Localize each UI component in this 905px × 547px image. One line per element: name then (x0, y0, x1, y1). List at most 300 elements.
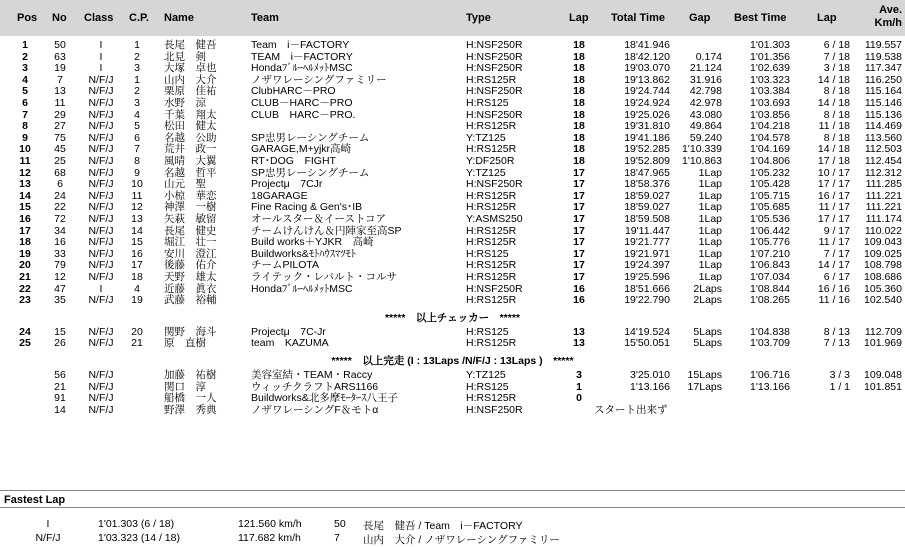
cell-best-time: 1'04.838 (750, 325, 790, 338)
cell-cp: 8 (134, 155, 140, 167)
header-best-lap: Lap (817, 12, 837, 24)
cell-best-lap: 3 / 18 (823, 62, 850, 75)
cell-no: 63 (54, 50, 66, 63)
cell-ave-speed: 112.454 (864, 155, 902, 167)
cell-pos: 11 (19, 155, 31, 167)
cell-gap: 17Laps (687, 380, 722, 393)
cell-best-lap: 3 / 3 (829, 369, 850, 381)
cell-no: 56 (54, 369, 66, 381)
cell-ave-speed: 111.221 (865, 201, 902, 214)
cell-cp: 11 (131, 189, 143, 202)
cell-class: N/F/J (88, 97, 114, 109)
cell-ave-speed: 115.146 (864, 97, 902, 109)
cell-gap: 1Lap (698, 224, 722, 237)
cell-best-lap: 17 / 17 (817, 178, 850, 191)
header-ave-line1: Ave. (879, 4, 902, 16)
cell-ave-speed: 111.221 (865, 189, 902, 202)
cell-best-lap: 7 / 13 (823, 337, 850, 350)
fl-speed: 117.682 km/h (238, 532, 301, 544)
cell-total-time: 18'41.946 (624, 39, 670, 51)
cell-cp: 1 (134, 73, 140, 86)
cell-ave-speed: 117.347 (864, 62, 902, 75)
cell-ave-speed: 108.686 (864, 271, 902, 283)
cell-team: Projectμ 7CJr (251, 178, 323, 191)
cell-type: Y:TZ125 (466, 369, 506, 381)
cell-best-time: 1'05.428 (750, 178, 790, 191)
cell-team: Buildworks&北多摩ﾓｰﾀｰｽ八王子 (251, 392, 399, 405)
cell-name: 山内 大介 (164, 73, 217, 86)
cell-gap: 1Lap (698, 271, 722, 283)
cell-cp: 17 (131, 259, 143, 272)
table-row (0, 98, 905, 110)
cell-name: 名越 哲平 (164, 166, 217, 179)
cell-team: CLUB HARC－PRO. (251, 108, 356, 121)
cell-lap: 3 (576, 369, 582, 381)
cell-no: 11 (54, 97, 66, 109)
cell-name: 武藤 裕輔 (164, 294, 217, 307)
cell-class: N/F/J (88, 247, 114, 260)
cell-cp: 9 (134, 166, 140, 179)
cell-gap: 1Lap (698, 189, 722, 202)
cell-best-lap: 7 / 18 (823, 50, 850, 63)
fl-time: 1'03.323 (14 / 18) (98, 532, 180, 544)
cell-total-time: 18'42.120 (624, 50, 670, 63)
cell-gap: 49.864 (689, 120, 722, 133)
cell-cp: 4 (134, 282, 140, 295)
cell-best-time: 1'07.210 (750, 247, 790, 260)
cell-class: N/F/J (88, 155, 114, 167)
cell-class: N/F/J (88, 236, 114, 249)
cell-ave-speed: 108.798 (864, 259, 902, 272)
cell-type: H:RS125R (466, 143, 517, 156)
cell-gap: 43.080 (689, 108, 722, 121)
cell-type: H:NSF250R (466, 39, 523, 51)
cell-team: チームけんけん＆円陣家至高SP (251, 224, 402, 237)
cell-name: 船橋 一人 (164, 392, 217, 405)
cell-no: 72 (54, 213, 66, 225)
cell-type: H:RS125 (466, 325, 509, 338)
cell-total-time: 18'58.376 (624, 178, 670, 191)
cell-total-time: 19'24.924 (624, 97, 670, 109)
cell-no: 79 (54, 259, 66, 272)
cell-lap: 18 (573, 62, 585, 75)
cell-team: SP忠男レーシングチーム (251, 131, 370, 144)
cell-cp: 7 (134, 143, 140, 156)
cell-best-time: 1'05.536 (750, 213, 790, 225)
cell-name: 関野 海斗 (164, 325, 217, 338)
cell-no: 24 (54, 189, 66, 202)
cell-type: H:RS125 (466, 380, 509, 393)
cell-name: 栗原 佳祐 (164, 85, 217, 98)
cell-name: 天野 雄太 (164, 271, 217, 283)
cell-total-time: 19'22.790 (624, 294, 670, 307)
cell-cp: 19 (131, 294, 143, 307)
cell-total-time: 19'24.744 (624, 85, 670, 98)
table-row (0, 370, 905, 382)
cell-gap: 59.240 (689, 131, 722, 144)
cell-gap: 15Laps (687, 369, 722, 381)
cell-gap: 42.978 (689, 97, 722, 109)
cell-best-lap: 11 / 18 (818, 120, 850, 133)
cell-team: ウィッチクラフトARS1166 (251, 380, 379, 393)
cell-best-time: 1'06.843 (750, 259, 790, 272)
cell-best-lap: 10 / 17 (817, 166, 850, 179)
cell-cp: 20 (131, 325, 143, 338)
cell-ave-speed: 101.851 (864, 380, 902, 393)
cell-cp: 13 (131, 213, 143, 225)
cell-total-time: 19'52.285 (624, 143, 670, 156)
cell-gap: 5Laps (693, 325, 722, 338)
cell-best-lap: 16 / 17 (817, 189, 850, 202)
cell-gap: 0.174 (695, 50, 722, 63)
cell-name: 後藤 佑介 (164, 259, 217, 272)
cell-ave-speed: 112.503 (864, 143, 902, 156)
cell-best-time: 1'04.169 (750, 143, 790, 156)
cell-name: 大塚 卓也 (164, 62, 217, 75)
cell-name: 関口 淳 (164, 380, 206, 393)
cell-pos: 20 (19, 259, 31, 272)
cell-pos: 10 (19, 143, 31, 156)
cell-best-time: 1'03.856 (750, 108, 790, 121)
cell-no: 33 (54, 247, 66, 260)
cell-total-time: 18'51.666 (624, 282, 670, 295)
cell-class: N/F/J (88, 380, 114, 393)
cell-cp: 18 (131, 271, 143, 283)
header-ave (856, 4, 902, 30)
cell-cp: 1 (134, 39, 140, 51)
cell-name: 神澤 一樹 (164, 201, 217, 214)
cell-cp: 2 (134, 50, 140, 63)
fastest-lap-title: Fastest Lap (4, 494, 66, 506)
cell-no: 22 (54, 201, 66, 214)
cell-class: N/F/J (88, 201, 114, 214)
cell-best-lap: 6 / 17 (823, 271, 850, 283)
header-class: Class (84, 12, 114, 24)
cell-class: N/F/J (88, 337, 114, 350)
cell-type: H:RS125R (466, 73, 517, 86)
cell-name: 矢萩 敏留 (164, 213, 217, 225)
cell-type: Y:TZ125 (466, 166, 506, 179)
cell-best-time: 1'03.693 (750, 97, 790, 109)
cell-team: Projectμ 7C-Jr (251, 325, 326, 338)
cell-cp: 10 (131, 178, 143, 191)
cell-type: H:NSF250R (466, 403, 523, 416)
cell-ave-speed: 116.250 (864, 73, 902, 86)
cell-best-lap: 11 / 17 (818, 236, 850, 249)
cell-no: 27 (54, 120, 66, 133)
cell-best-lap: 11 / 17 (818, 201, 850, 214)
cell-lap: 18 (573, 143, 585, 156)
cell-type: H:RS125 (466, 247, 509, 260)
cell-lap: 17 (573, 259, 585, 272)
cell-lap: 17 (573, 271, 585, 283)
cell-type: H:NSF250R (466, 178, 523, 191)
header-lap: Lap (569, 12, 589, 24)
cell-best-time: 1'03.384 (750, 85, 790, 98)
cell-lap: 18 (573, 120, 585, 133)
fl-rider: 山内 大介 / ノザワレーシングファミリー (363, 534, 560, 546)
cell-no: 15 (54, 325, 66, 338)
cell-ave-speed: 109.048 (864, 369, 902, 381)
group-separator: ***** 以上完走 (I : 13Laps /N/F/J : 13Laps ) ***** (331, 355, 574, 367)
cell-pos: 2 (22, 50, 28, 63)
cell-no: 35 (54, 294, 66, 307)
cell-best-lap: 16 / 16 (817, 282, 850, 295)
cell-best-time: 1'01.356 (750, 50, 790, 63)
table-row (0, 156, 905, 168)
cell-cp: 6 (134, 131, 140, 144)
cell-pos: 3 (22, 62, 28, 75)
cell-name: 加藤 祐樹 (164, 369, 217, 381)
cell-ave-speed: 110.022 (864, 224, 902, 237)
cell-cp: 3 (134, 97, 140, 109)
cell-pos: 13 (19, 178, 31, 191)
cell-no: 29 (54, 108, 66, 121)
cell-type: H:NSF250R (466, 282, 523, 295)
cell-total-time: 1'13.166 (630, 380, 670, 393)
cell-pos: 4 (22, 73, 28, 86)
cell-ave-speed: 109.025 (864, 247, 902, 260)
cell-class: N/F/J (88, 369, 114, 381)
header-team: Team (251, 12, 279, 24)
cell-lap: 16 (573, 282, 585, 295)
cell-no: 91 (54, 392, 66, 405)
cell-pos: 23 (19, 294, 31, 307)
fl-class: N/F/J (35, 532, 61, 544)
cell-team: 美容室結・TEAM・Raccy (251, 369, 373, 381)
cell-total-time: 19'52.809 (624, 155, 670, 167)
table-row (0, 295, 905, 307)
cell-pos: 8 (22, 120, 28, 133)
cell-lap: 18 (573, 85, 585, 98)
cell-class: N/F/J (88, 325, 114, 338)
cell-best-time: 1'05.776 (750, 236, 790, 249)
cell-pos: 18 (19, 236, 31, 249)
header-no: No (52, 12, 67, 24)
cell-cp: 15 (131, 236, 143, 249)
table-row (0, 382, 905, 394)
cell-total-time: 19'24.397 (624, 259, 670, 272)
fl-number: 50 (334, 518, 346, 530)
cell-name: 名越 公助 (164, 131, 217, 144)
cell-type: H:RS125R (466, 120, 517, 133)
cell-best-time: 1'07.034 (750, 271, 790, 283)
cell-pos: 7 (22, 108, 28, 121)
cell-total-time: 19'31.810 (624, 120, 670, 133)
cell-team: Team i－FACTORY (251, 39, 350, 51)
cell-cp: 21 (131, 337, 143, 350)
cell-class: N/F/J (88, 189, 114, 202)
cell-team: Build works＋YJKR 高崎 (251, 236, 374, 249)
cell-team: HondaﾌﾞﾙｰﾍﾙﾒｯﾄMSC (251, 62, 353, 75)
cell-team: Buildworks&ﾓﾄﾊｳｽﾏﾂﾓﾄ (251, 247, 357, 260)
cell-name: 松田 健太 (164, 120, 217, 133)
cell-type: H:RS125R (466, 337, 517, 350)
cell-pos: 9 (22, 131, 28, 144)
cell-type: H:RS125 (466, 97, 509, 109)
cell-type: H:RS125R (466, 201, 517, 214)
cell-type: Y:ASMS250 (466, 213, 523, 225)
cell-no: 34 (54, 224, 66, 237)
cell-lap: 17 (573, 189, 585, 202)
cell-best-time: 1'13.166 (750, 380, 790, 393)
cell-type: H:RS125R (466, 294, 517, 307)
header-gap: Gap (689, 12, 711, 24)
cell-best-time: 1'04.218 (750, 120, 790, 133)
cell-total-time: 19'21.971 (624, 247, 670, 260)
cell-best-lap: 11 / 16 (818, 294, 850, 307)
cell-best-time: 1'08.844 (750, 282, 790, 295)
cell-lap: 18 (573, 131, 585, 144)
cell-best-time: 1'04.806 (750, 155, 790, 167)
fl-time: 1'01.303 (6 / 18) (98, 518, 175, 530)
table-row (0, 214, 905, 226)
fastest-lap-row (0, 532, 905, 545)
header-cp: C.P. (129, 12, 149, 24)
cell-no: 7 (57, 73, 63, 86)
cell-best-lap: 14 / 18 (817, 73, 850, 86)
cell-team: TEAM i－FACTORY (251, 50, 353, 63)
cell-class: N/F/J (88, 403, 114, 416)
cell-pos: 22 (19, 282, 31, 295)
cell-pos: 6 (22, 97, 28, 109)
cell-cp: 4 (134, 108, 140, 121)
cell-best-lap: 14 / 17 (817, 259, 850, 272)
cell-type: H:NSF250R (466, 85, 523, 98)
cell-lap: 16 (573, 294, 585, 307)
cell-class: N/F/J (88, 166, 114, 179)
table-row (0, 393, 905, 405)
cell-best-time: 1'08.265 (750, 294, 790, 307)
cell-best-lap: 9 / 17 (823, 224, 850, 237)
cell-lap: 17 (573, 201, 585, 214)
cell-gap: 1Lap (698, 259, 722, 272)
cell-team: ノザワレーシングファミリー (251, 73, 387, 86)
cell-pos: 14 (19, 189, 31, 202)
cell-best-lap: 6 / 18 (823, 39, 850, 51)
cell-ave-speed: 115.136 (864, 108, 902, 121)
header-pos: Pos (17, 12, 38, 24)
table-row (0, 405, 905, 417)
cell-name: 千葉 翔太 (164, 108, 217, 121)
cell-name: 長尾 健吾 (164, 39, 217, 51)
cell-class: N/F/J (88, 224, 114, 237)
cell-class: N/F/J (88, 259, 114, 272)
cell-class: N/F/J (88, 178, 114, 191)
header-ave-line2: Km/h (874, 17, 902, 29)
header-best-time: Best Time (734, 12, 787, 24)
cell-team: ノザワレーシングF＆モトα (251, 403, 379, 416)
fl-number: 7 (334, 532, 340, 544)
cell-type: H:NSF250R (466, 62, 523, 75)
cell-no: 16 (54, 236, 66, 249)
cell-type: Y:TZ125 (466, 131, 506, 144)
cell-ave-speed: 119.557 (864, 39, 902, 51)
cell-no: 26 (54, 337, 66, 350)
cell-class: N/F/J (88, 143, 114, 156)
cell-ave-speed: 114.469 (864, 120, 902, 133)
cell-class: I (99, 282, 103, 295)
cell-cp: 2 (134, 85, 140, 98)
cell-best-time: 1'05.232 (750, 166, 790, 179)
cell-name: 長尾 健史 (164, 224, 217, 237)
cell-type: H:NSF250R (466, 50, 523, 63)
cell-total-time: 18'59.508 (624, 213, 670, 225)
cell-gap: 1Lap (698, 213, 722, 225)
cell-ave-speed: 112.709 (864, 325, 902, 338)
cell-no: 45 (54, 143, 66, 156)
cell-total-time: 19'03.070 (624, 62, 670, 75)
cell-class: N/F/J (88, 294, 114, 307)
cell-best-lap: 8 / 13 (823, 325, 850, 338)
cell-class: N/F/J (88, 392, 114, 405)
cell-ave-speed: 111.174 (865, 213, 902, 225)
cell-total-time: 19'25.596 (624, 271, 670, 283)
cell-type: Y:DF250R (466, 155, 515, 167)
cell-pos: 21 (19, 271, 31, 283)
cell-team: HondaﾌﾞﾙｰﾍﾙﾒｯﾄMSC (251, 282, 353, 295)
cell-class: I (99, 62, 103, 75)
results-table-header (0, 0, 905, 36)
cell-lap: 0 (576, 392, 582, 405)
cell-no: 13 (54, 85, 66, 98)
cell-pos: 25 (19, 337, 31, 350)
cell-no: 19 (54, 62, 66, 75)
cell-pos: 19 (19, 247, 31, 260)
cell-ave-speed: 105.360 (864, 282, 902, 295)
cell-name: 原 直樹 (164, 337, 206, 350)
cell-best-time: 1'02.639 (750, 62, 790, 75)
cell-pos: 17 (19, 224, 31, 237)
cell-cp: 5 (134, 120, 140, 133)
cell-class: N/F/J (88, 108, 114, 121)
cell-type: H:RS125R (466, 271, 517, 283)
cell-no: 50 (54, 39, 66, 51)
cell-team: 18GARAGE (251, 189, 308, 202)
header-total-time: Total Time (611, 12, 665, 24)
cell-class: I (99, 39, 103, 51)
cell-team: ライテック・レバルト・コルサ (251, 271, 397, 283)
cell-type: H:RS125R (466, 189, 517, 202)
cell-team: チームPILOTA (251, 259, 320, 272)
cell-ave-speed: 115.164 (864, 85, 902, 98)
cell-best-lap: 7 / 17 (823, 247, 850, 260)
cell-gap: 1'10.863 (682, 155, 722, 167)
cell-total-time: 19'25.026 (624, 108, 670, 121)
fastest-lap-row (0, 518, 905, 531)
cell-gap: 1Lap (698, 166, 722, 179)
cell-gap: 1Lap (698, 178, 722, 191)
cell-best-time: 1'01.303 (750, 39, 790, 51)
cell-lap: 13 (573, 325, 585, 338)
fastest-lap-title-underline (0, 507, 905, 508)
cell-name: 近藤 眞衣 (164, 282, 217, 295)
cell-lap: 18 (573, 108, 585, 121)
cell-cp: 3 (134, 62, 140, 75)
cell-gap: 1Lap (698, 247, 722, 260)
cell-lap: 18 (573, 73, 585, 86)
cell-no: 14 (54, 403, 66, 416)
cell-no: 25 (54, 155, 66, 167)
cell-total-time: 18'59.027 (624, 189, 670, 202)
cell-ave-speed: 109.043 (864, 236, 902, 249)
cell-class: N/F/J (88, 131, 114, 144)
cell-lap: 1 (576, 380, 582, 393)
header-type: Type (466, 12, 491, 24)
cell-gap: 31.916 (689, 73, 722, 86)
cell-lap: 17 (573, 213, 585, 225)
cell-class: N/F/J (88, 120, 114, 133)
